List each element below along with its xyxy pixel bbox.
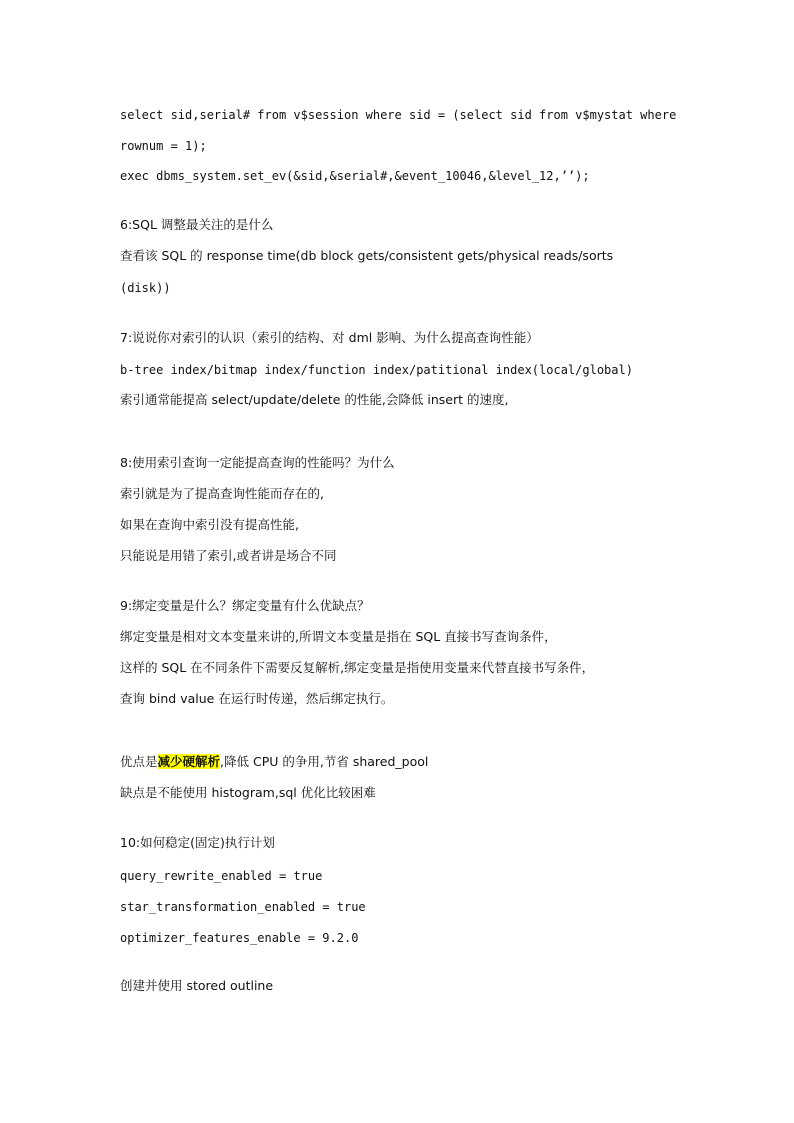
q9-pros — [120, 753, 428, 771]
q10-param-1: query_rewrite_enabled = true — [120, 869, 323, 883]
q7-index-types: b-tree index/bitmap index/function index/patitional index(local/global) — [120, 363, 633, 377]
q10-outline: 创建并使用 stored outline — [120, 978, 274, 993]
q8-line1: 索引就是为了提高查询性能而存在的, — [120, 486, 324, 501]
q8-line2: 如果在查询中索引没有提高性能, — [120, 517, 299, 532]
q10-param-2: star_transformation_enabled = true — [120, 900, 366, 914]
q9-pros-suffix: ,降低 CPU 的争用,节省 shared_pool — [220, 754, 429, 769]
q8-title: 8:使用索引查询一定能提高查询的性能吗？为什么 — [120, 455, 395, 470]
code-line-exec: exec dbms_system.set_ev(&sid,&serial#,&event_10046,&level_12,’’); — [120, 169, 590, 183]
q7-answer: 索引通常能提高 select/update/delete 的性能,会降低 insert 的速度, — [120, 392, 509, 407]
q9-pros-prefix: 优点是 — [120, 754, 158, 769]
q10-param-3: optimizer_features_enable = 9.2.0 — [120, 931, 359, 945]
code-line-select: select sid,serial# from v$session where sid = (select sid from v$mystat where — [120, 108, 677, 122]
q8-line3: 只能说是用错了索引,或者讲是场合不同 — [120, 548, 337, 563]
code-line-rownum: rownum = 1); — [120, 139, 207, 153]
q9-line1: 绑定变量是相对文本变量来讲的,所谓文本变量是指在 SQL 直接书写查询条件， — [120, 629, 557, 644]
q10-title: 10:如何稳定(固定)执行计划 — [120, 835, 275, 850]
q6-title: 6:SQL 调整最关注的是什么 — [120, 217, 274, 232]
q9-line3: 查询 bind value 在运行时传递，然后绑定执行。 — [120, 691, 394, 706]
q9-pros-highlight: 减少硬解析 — [157, 754, 221, 769]
q9-line2: 这样的 SQL 在不同条件下需要反复解析,绑定变量是指使用变量来代替直接书写条件， — [120, 660, 595, 675]
q6-answer-line1: 查看该 SQL 的 response time(db block gets/consistent gets/physical reads/sorts — [120, 248, 614, 263]
q9-cons: 缺点是不能使用 histogram,sql 优化比较困难 — [120, 785, 376, 800]
q7-title: 7:说说你对索引的认识（索引的结构、对 dml 影响、为什么提高查询性能） — [120, 330, 539, 345]
q6-answer-line2: (disk)) — [120, 281, 171, 295]
q9-title: 9:绑定变量是什么？绑定变量有什么优缺点？ — [120, 598, 370, 613]
